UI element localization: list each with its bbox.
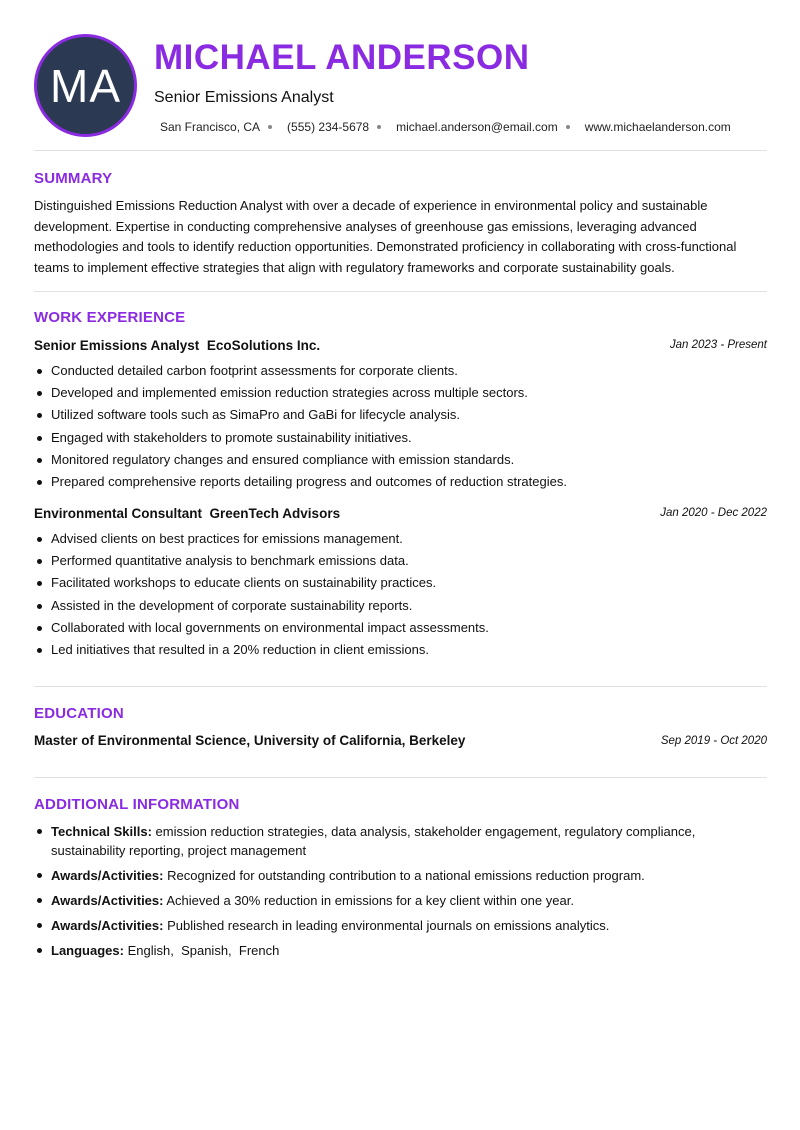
list-item: Engaged with stakeholders to promote sustainability initiatives.: [34, 427, 767, 449]
item-label: Awards/Activities:: [51, 918, 164, 933]
item-label: Awards/Activities:: [51, 893, 164, 908]
job-role: Senior Emissions Analyst: [34, 338, 200, 353]
job-dates: Jan 2020 - Dec 2022: [660, 507, 767, 519]
job-role-line: [34, 338, 320, 353]
section-heading-education: EDUCATION: [34, 705, 124, 722]
section-heading-additional: ADDITIONAL INFORMATION: [34, 796, 240, 813]
list-item: Conducted detailed carbon footprint assessments for corporate clients.: [34, 360, 767, 382]
item-label: Awards/Activities:: [51, 868, 164, 883]
list-item: Advised clients on best practices for emissions management.: [34, 528, 767, 550]
separator-dot: [377, 125, 381, 129]
job-bullets: [34, 360, 767, 493]
divider: [34, 291, 767, 292]
list-item: Developed and implemented emission reduction strategies across multiple sectors.: [34, 382, 767, 404]
candidate-title: Senior Emissions Analyst: [154, 89, 334, 106]
item-label: Languages:: [51, 943, 124, 958]
job-company: GreenTech Advisors: [209, 506, 341, 521]
list-item: [34, 822, 767, 860]
item-text: Recognized for outstanding contribution to a national emissions reduction program.: [167, 868, 645, 883]
contact-phone: (555) 234-5678: [287, 120, 370, 134]
list-item: [34, 916, 767, 935]
separator-dot: [268, 125, 272, 129]
additional-info-list: [34, 822, 767, 966]
list-item: [34, 941, 767, 960]
job-dates: Jan 2023 - Present: [669, 339, 767, 351]
list-item: Monitored regulatory changes and ensured compliance with emission standards.: [34, 449, 767, 471]
candidate-name: MICHAEL ANDERSON: [154, 38, 530, 77]
separator-dot: [566, 125, 570, 129]
list-item: Performed quantitative analysis to benchmark emissions data.: [34, 550, 767, 572]
contact-info: [160, 120, 731, 134]
list-item: Led initiatives that resulted in a 20% reduction in client emissions.: [34, 639, 767, 661]
contact-location: San Francisco, CA: [160, 120, 261, 134]
job-company: EcoSolutions Inc.: [206, 338, 321, 353]
avatar: MA: [34, 34, 137, 137]
job-header: [34, 506, 767, 524]
contact-email[interactable]: michael.anderson@email.com: [396, 120, 558, 134]
divider: [34, 777, 767, 778]
job-bullets: [34, 528, 767, 661]
job-role: Environmental Consultant: [34, 506, 203, 521]
divider: [34, 150, 767, 151]
list-item: [34, 891, 767, 910]
item-text: Published research in leading environmental journals on emissions analytics.: [167, 918, 610, 933]
section-heading-experience: WORK EXPERIENCE: [34, 309, 186, 326]
resume-header: [34, 34, 767, 138]
item-text: emission reduction strategies, data analysis, stakeholder engagement, regulatory compliance, sustainability reporting, project management: [51, 824, 696, 858]
education-entry: [34, 733, 767, 751]
list-item: Facilitated workshops to educate clients on sustainability practices.: [34, 572, 767, 594]
divider: [34, 686, 767, 687]
list-item: [34, 866, 767, 885]
list-item: Prepared comprehensive reports detailing progress and outcomes of reduction strategies.: [34, 471, 767, 493]
item-label: Technical Skills:: [51, 824, 152, 839]
education-degree: Master of Environmental Science, University of California, Berkeley: [34, 733, 466, 748]
item-text: Achieved a 30% reduction in emissions for a key client within one year.: [166, 893, 574, 908]
job-role-line: [34, 506, 340, 521]
list-item: Assisted in the development of corporate sustainability reports.: [34, 595, 767, 617]
list-item: Utilized software tools such as SimaPro and GaBi for lifecycle analysis.: [34, 404, 767, 426]
list-item: Collaborated with local governments on environmental impact assessments.: [34, 617, 767, 639]
contact-website[interactable]: www.michaelanderson.com: [584, 120, 731, 134]
summary-text: Distinguished Emissions Reduction Analyst with over a decade of experience in environmental policy and sustainable development. Expertise in conducting comprehensive analyses of greenhouse gas emissions, leveraging advanced methodologies and tools to identify reduction opportunities. Demonstrated proficiency in collaborating with cross-functional teams to implement effective strategies that align with regulatory frameworks and corporate sustainability goals.: [34, 198, 737, 275]
job-header: [34, 338, 767, 356]
item-text: English, Spanish, French: [127, 943, 280, 958]
education-dates: Sep 2019 - Oct 2020: [660, 735, 767, 747]
section-heading-summary: SUMMARY: [34, 170, 113, 187]
